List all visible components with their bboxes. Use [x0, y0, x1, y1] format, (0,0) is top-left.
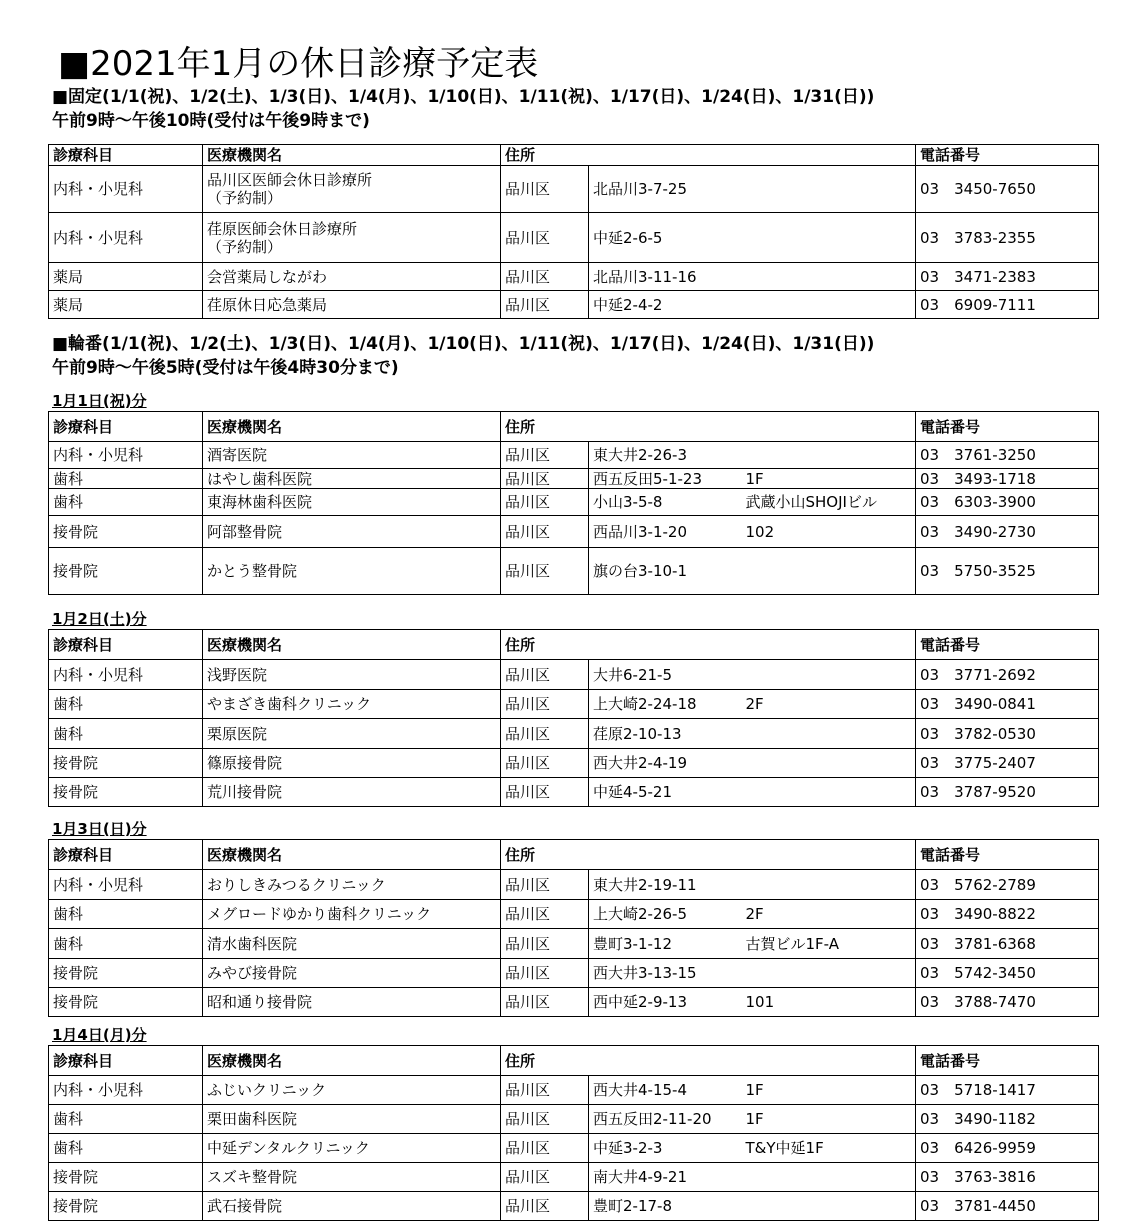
phone-cell: 03 3761-3250 [916, 442, 1099, 469]
addr-cell: 西五反田2-11-20 [589, 1105, 742, 1134]
phone-cell: 03 3775-2407 [916, 749, 1099, 778]
bldg-cell: 1F [742, 469, 916, 489]
table-row [49, 469, 1099, 489]
phone-cell: 03 3783-2355 [916, 213, 1099, 263]
table-row [49, 988, 1099, 1017]
bldg-cell: 1F [742, 1105, 916, 1134]
dept-cell: 内科・小児科 [49, 442, 203, 469]
phone-cell: 03 6426-9959 [916, 1134, 1099, 1163]
table-header-row [49, 145, 1099, 166]
ward-cell: 品川区 [501, 516, 589, 548]
table-row [49, 516, 1099, 548]
table-row [49, 1192, 1099, 1221]
bldg-cell: 武蔵小山SHOJIビル [742, 489, 916, 516]
fixed-table [48, 144, 1099, 319]
phone-cell: 03 3781-6368 [916, 929, 1099, 959]
ward-cell: 品川区 [501, 959, 589, 988]
table-row [49, 263, 1099, 291]
addr-cell: 中延4-5-21 [589, 778, 742, 807]
inst-cell: はやし歯科医院 [203, 469, 501, 489]
dept-cell: 内科・小児科 [49, 1076, 203, 1105]
dept-cell: 歯科 [49, 929, 203, 959]
ward-cell: 品川区 [501, 900, 589, 929]
addr-cell: 中延2-4-2 [589, 291, 742, 319]
phone-cell: 03 3493-1718 [916, 469, 1099, 489]
day-label: 1月2日(土)分 [52, 610, 147, 628]
table-row [49, 1105, 1099, 1134]
ward-cell: 品川区 [501, 469, 589, 489]
table-row [49, 1163, 1099, 1192]
dept-cell: 薬局 [49, 291, 203, 319]
table-row [49, 660, 1099, 690]
inst-cell: 栗田歯科医院 [203, 1105, 501, 1134]
dept-cell: 接骨院 [49, 516, 203, 548]
addr-cell: 西五反田5-1-23 [589, 469, 742, 489]
dept-cell: 接骨院 [49, 1163, 203, 1192]
header-addr: 住所 [501, 1046, 916, 1076]
table-header-row [49, 630, 1099, 660]
inst-name: 品川区医師会休日診療所 [207, 171, 373, 189]
day-table [48, 411, 1099, 595]
inst-cell: 武石接骨院 [203, 1192, 501, 1221]
bldg-cell: 2F [742, 900, 916, 929]
inst-cell: 会営薬局しながわ [203, 263, 501, 291]
ward-cell: 品川区 [501, 291, 589, 319]
inst-cell: 昭和通り接骨院 [203, 988, 501, 1017]
table-row [49, 900, 1099, 929]
inst-cell: みやび接骨院 [203, 959, 501, 988]
dept-cell: 接骨院 [49, 988, 203, 1017]
dept-cell: 歯科 [49, 719, 203, 749]
table-row [49, 929, 1099, 959]
addr-cell: 北品川3-7-25 [589, 166, 742, 213]
fixed-hours: 午前9時～午後10時(受付は午後9時まで) [52, 111, 370, 131]
inst-cell [203, 213, 501, 263]
table-row [49, 166, 1099, 213]
inst-cell: ふじいクリニック [203, 1076, 501, 1105]
table-row [49, 442, 1099, 469]
phone-cell: 03 5742-3450 [916, 959, 1099, 988]
day-table [48, 839, 1099, 1017]
day-label: 1月1日(祝)分 [52, 392, 147, 410]
dept-cell: 薬局 [49, 263, 203, 291]
addr-cell: 西大井2-4-19 [589, 749, 742, 778]
header-inst: 医療機関名 [203, 145, 501, 166]
inst-cell: メグロードゆかり歯科クリニック [203, 900, 501, 929]
bldg-cell [742, 166, 916, 213]
header-phone: 電話番号 [916, 630, 1099, 660]
bldg-cell [742, 719, 916, 749]
addr-cell: 西中延2-9-13 [589, 988, 742, 1017]
ward-cell: 品川区 [501, 749, 589, 778]
header-dept: 診療科目 [49, 630, 203, 660]
phone-cell: 03 5762-2789 [916, 870, 1099, 900]
ward-cell: 品川区 [501, 166, 589, 213]
ward-cell: 品川区 [501, 442, 589, 469]
inst-cell: 栗原医院 [203, 719, 501, 749]
ward-cell: 品川区 [501, 1076, 589, 1105]
dept-cell: 歯科 [49, 1105, 203, 1134]
phone-cell: 03 3787-9520 [916, 778, 1099, 807]
inst-cell: おりしきみつるクリニック [203, 870, 501, 900]
header-addr: 住所 [501, 145, 916, 166]
table-row [49, 213, 1099, 263]
bldg-cell: 古賀ビル1F-A [742, 929, 916, 959]
header-addr: 住所 [501, 630, 916, 660]
dept-cell: 歯科 [49, 1134, 203, 1163]
table-row [49, 291, 1099, 319]
header-phone: 電話番号 [916, 1046, 1099, 1076]
dept-cell: 接骨院 [49, 548, 203, 595]
inst-cell: スズキ整骨院 [203, 1163, 501, 1192]
header-inst: 医療機関名 [203, 630, 501, 660]
phone-cell: 03 5718-1417 [916, 1076, 1099, 1105]
inst-name: 荏原医師会休日診療所 [207, 219, 358, 238]
phone-cell: 03 3782-0530 [916, 719, 1099, 749]
header-phone: 電話番号 [916, 840, 1099, 870]
dept-cell: 内科・小児科 [49, 213, 203, 263]
addr-cell: 東大井2-26-3 [589, 442, 742, 469]
inst-cell: 荒川接骨院 [203, 778, 501, 807]
dept-cell: 歯科 [49, 489, 203, 516]
header-inst: 医療機関名 [203, 1046, 501, 1076]
table-row [49, 1134, 1099, 1163]
table-row [49, 778, 1099, 807]
table-row [49, 489, 1099, 516]
phone-cell: 03 3771-2692 [916, 660, 1099, 690]
addr-cell: 中延2-6-5 [589, 213, 742, 263]
rotation-heading: ■輪番(1/1(祝)、1/2(土)、1/3(日)、1/4(月)、1/10(日)、1/11(祝)、1/17(日)、1/24(日)、1/31(日)) [52, 334, 875, 354]
bldg-cell [742, 959, 916, 988]
inst-note: （予約制） [207, 237, 283, 256]
header-addr: 住所 [501, 840, 916, 870]
table-row [49, 870, 1099, 900]
addr-cell: 荏原2-10-13 [589, 719, 742, 749]
addr-cell: 西大井3-13-15 [589, 959, 742, 988]
addr-cell: 上大崎2-24-18 [589, 690, 742, 719]
phone-cell: 03 3781-4450 [916, 1192, 1099, 1221]
table-header-row [49, 1046, 1099, 1076]
day-table [48, 629, 1099, 807]
table-header-row [49, 412, 1099, 442]
inst-cell: 浅野医院 [203, 660, 501, 690]
fixed-heading: ■固定(1/1(祝)、1/2(土)、1/3(日)、1/4(月)、1/10(日)、1/11(祝)、1/17(日)、1/24(日)、1/31(日)) [52, 87, 875, 107]
addr-cell: 豊町2-17-8 [589, 1192, 742, 1221]
ward-cell: 品川区 [501, 929, 589, 959]
ward-cell: 品川区 [501, 1105, 589, 1134]
dept-cell: 内科・小児科 [49, 660, 203, 690]
addr-cell: 西品川3-1-20 [589, 516, 742, 548]
dept-cell: 歯科 [49, 469, 203, 489]
table-row [49, 719, 1099, 749]
inst-cell: 清水歯科医院 [203, 929, 501, 959]
addr-cell: 東大井2-19-11 [589, 870, 742, 900]
phone-cell: 03 6909-7111 [916, 291, 1099, 319]
dept-cell: 接骨院 [49, 778, 203, 807]
ward-cell: 品川区 [501, 548, 589, 595]
bldg-cell: 101 [742, 988, 916, 1017]
bldg-cell [742, 291, 916, 319]
dept-cell: 歯科 [49, 690, 203, 719]
dept-cell: 接骨院 [49, 749, 203, 778]
bldg-cell [742, 213, 916, 263]
day-table [48, 1045, 1099, 1221]
day-label: 1月3日(日)分 [52, 820, 147, 838]
page-title: ■2021年1月の休日診療予定表 [58, 44, 539, 84]
addr-cell: 大井6-21-5 [589, 660, 742, 690]
table-row [49, 1076, 1099, 1105]
bldg-cell [742, 548, 916, 595]
inst-cell: 東海林歯科医院 [203, 489, 501, 516]
ward-cell: 品川区 [501, 263, 589, 291]
header-dept: 診療科目 [49, 412, 203, 442]
bldg-cell: T&Y中延1F [742, 1134, 916, 1163]
ward-cell: 品川区 [501, 719, 589, 749]
addr-cell: 北品川3-11-16 [589, 263, 742, 291]
addr-cell: 小山3-5-8 [589, 489, 742, 516]
ward-cell: 品川区 [501, 988, 589, 1017]
ward-cell: 品川区 [501, 778, 589, 807]
bldg-cell [742, 442, 916, 469]
table-row [49, 749, 1099, 778]
header-addr: 住所 [501, 412, 916, 442]
bldg-cell [742, 660, 916, 690]
phone-cell: 03 6303-3900 [916, 489, 1099, 516]
addr-cell: 上大崎2-26-5 [589, 900, 742, 929]
header-dept: 診療科目 [49, 145, 203, 166]
inst-cell: 阿部整骨院 [203, 516, 501, 548]
dept-cell: 内科・小児科 [49, 166, 203, 213]
table-row [49, 690, 1099, 719]
phone-cell: 03 3471-2383 [916, 263, 1099, 291]
header-inst: 医療機関名 [203, 412, 501, 442]
inst-cell: かとう整骨院 [203, 548, 501, 595]
inst-note: （予約制） [207, 189, 283, 207]
table-row [49, 959, 1099, 988]
inst-cell: 篠原接骨院 [203, 749, 501, 778]
bldg-cell [742, 263, 916, 291]
inst-cell: 荏原休日応急薬局 [203, 291, 501, 319]
dept-cell: 接骨院 [49, 959, 203, 988]
inst-cell: 中延デンタルクリニック [203, 1134, 501, 1163]
bldg-cell [742, 870, 916, 900]
bldg-cell [742, 778, 916, 807]
addr-cell: 中延3-2-3 [589, 1134, 742, 1163]
bldg-cell: 102 [742, 516, 916, 548]
phone-cell: 03 3450-7650 [916, 166, 1099, 213]
ward-cell: 品川区 [501, 1134, 589, 1163]
inst-cell [203, 166, 501, 213]
dept-cell: 接骨院 [49, 1192, 203, 1221]
header-dept: 診療科目 [49, 840, 203, 870]
ward-cell: 品川区 [501, 213, 589, 263]
header-phone: 電話番号 [916, 145, 1099, 166]
ward-cell: 品川区 [501, 660, 589, 690]
ward-cell: 品川区 [501, 870, 589, 900]
phone-cell: 03 3490-2730 [916, 516, 1099, 548]
bldg-cell [742, 749, 916, 778]
phone-cell: 03 3763-3816 [916, 1163, 1099, 1192]
addr-cell: 旗の台3-10-1 [589, 548, 742, 595]
phone-cell: 03 3490-1182 [916, 1105, 1099, 1134]
inst-cell: やまざき歯科クリニック [203, 690, 501, 719]
dept-cell: 歯科 [49, 900, 203, 929]
addr-cell: 豊町3-1-12 [589, 929, 742, 959]
phone-cell: 03 3490-0841 [916, 690, 1099, 719]
table-header-row [49, 840, 1099, 870]
ward-cell: 品川区 [501, 690, 589, 719]
bldg-cell [742, 1163, 916, 1192]
phone-cell: 03 3788-7470 [916, 988, 1099, 1017]
bldg-cell: 1F [742, 1076, 916, 1105]
phone-cell: 03 3490-8822 [916, 900, 1099, 929]
header-phone: 電話番号 [916, 412, 1099, 442]
rotation-hours: 午前9時～午後5時(受付は午後4時30分まで) [52, 358, 399, 378]
bldg-cell: 2F [742, 690, 916, 719]
ward-cell: 品川区 [501, 489, 589, 516]
ward-cell: 品川区 [501, 1163, 589, 1192]
inst-cell: 酒寄医院 [203, 442, 501, 469]
bldg-cell [742, 1192, 916, 1221]
addr-cell: 西大井4-15-4 [589, 1076, 742, 1105]
table-row [49, 548, 1099, 595]
dept-cell: 内科・小児科 [49, 870, 203, 900]
header-inst: 医療機関名 [203, 840, 501, 870]
addr-cell: 南大井4-9-21 [589, 1163, 742, 1192]
ward-cell: 品川区 [501, 1192, 589, 1221]
header-dept: 診療科目 [49, 1046, 203, 1076]
phone-cell: 03 5750-3525 [916, 548, 1099, 595]
day-label: 1月4日(月)分 [52, 1026, 147, 1044]
